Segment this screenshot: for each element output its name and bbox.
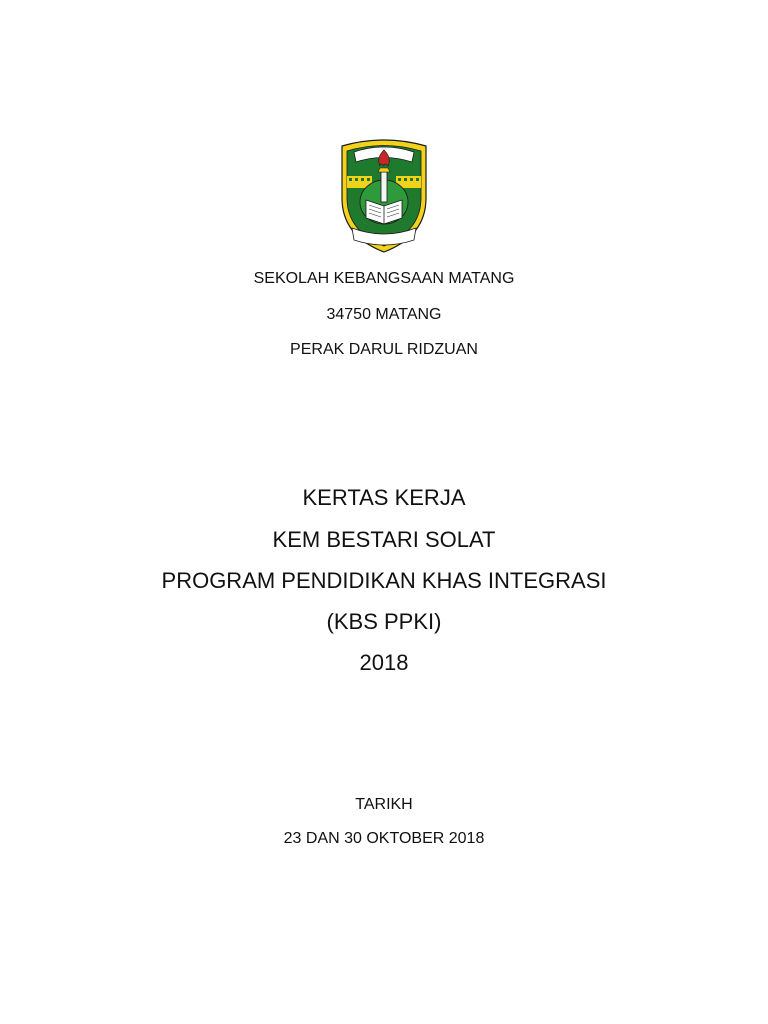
school-name: SEKOLAH KEBANGSAAN MATANG	[253, 270, 515, 287]
date-value: 23 DAN 30 OKTOBER 2018	[283, 830, 485, 847]
title-line-1: KERTAS KERJA	[302, 485, 466, 510]
school-state: PERAK DARUL RIDZUAN	[290, 341, 478, 358]
title-line-5: 2018	[359, 650, 409, 675]
title-line-3: PROGRAM PENDIDIKAN KHAS INTEGRASI	[161, 568, 607, 593]
date-label: TARIKH	[355, 796, 413, 813]
title-line-4: (KBS PPKI)	[326, 609, 442, 634]
school-crest-icon	[334, 136, 434, 254]
title-line-2: KEM BESTARI SOLAT	[272, 527, 496, 552]
school-postcode-town: 34750 MATANG	[326, 306, 442, 323]
